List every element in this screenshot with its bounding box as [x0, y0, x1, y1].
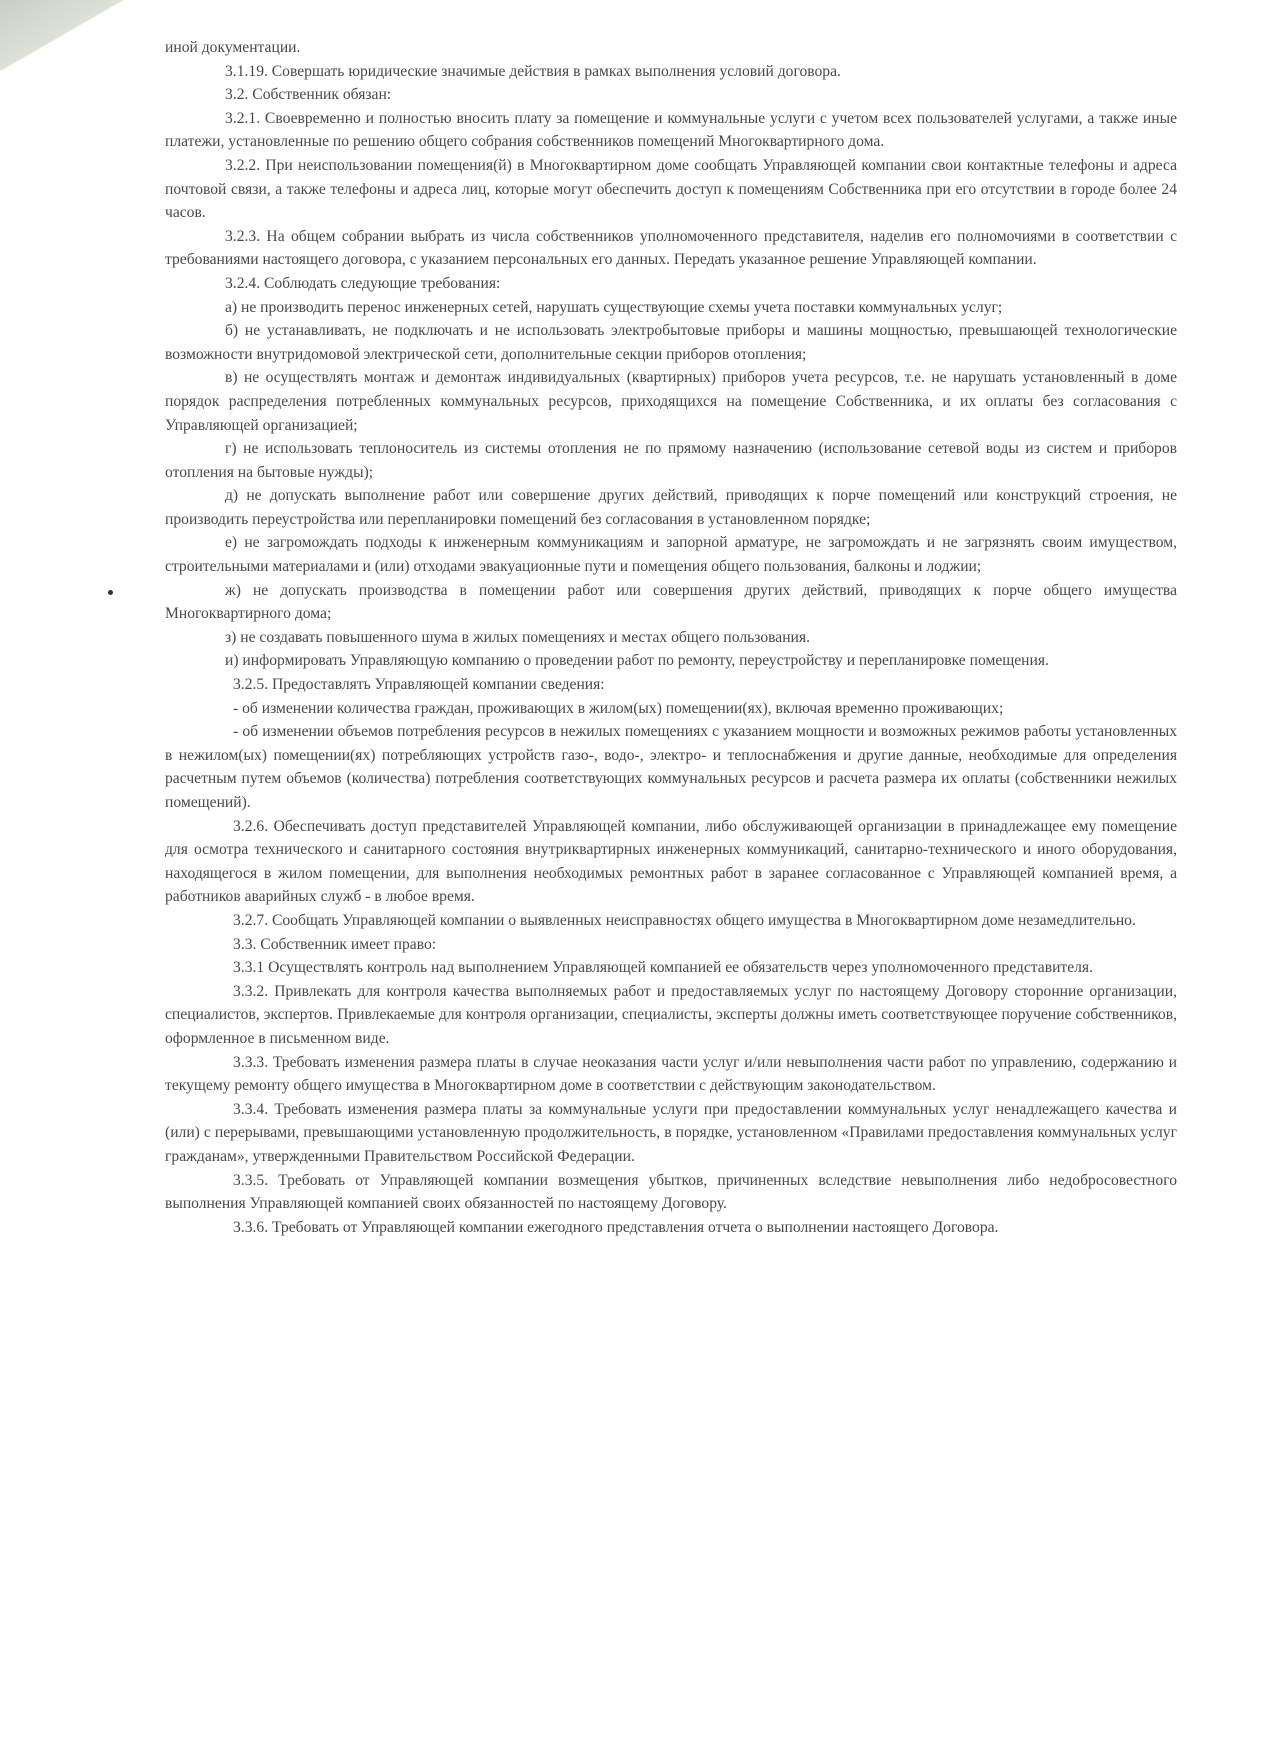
list-item: д) не допускать выполнение работ или совершение других действий, приводящих к порче помещений или конструкций строения, не производить переустройства или перепланировки помещений без согласования в установленном порядке;: [165, 487, 1177, 528]
paragraph: 3.2.5. Предоставлять Управляющей компании сведения:: [233, 676, 605, 694]
paragraph: 3.3.2. Привлекать для контроля качества выполняемых работ и предоставляемых услуг по настоящему Договору сторонние организации, специалистов, экспертов. Привлекаемые для контроля организации, специалисты, эксперты должны иметь соответствующее поручение собственников, оформленное в письменном виде.: [165, 982, 1177, 1047]
paragraph: 3.2.3. На общем собрании выбрать из числа собственников уполномоченного представителя, наделив его полномочиями в соответствии с требованиями настоящего договора, с указанием персональных его данных. Передать указанное решение Управляющей компании.: [165, 227, 1177, 269]
paragraph: 3.2.1. Своевременно и полностью вносить плату за помещение и коммунальные услуги с учетом всех пользователей услугами, а также иные платежи, установленные по решению общего собрания собственников помещений Многоквартирного дома.: [165, 109, 1177, 151]
paragraph: 3.3.3. Требовать изменения размера платы в случае неоказания части услуг и/или невыполнения части работ по управлению, содержанию и текущему ремонту общего имущества в Многоквартирном доме в соответствии с действующим законодательством.: [165, 1053, 1177, 1095]
document-page: [165, 36, 1177, 1239]
paragraph: 3.3.5. Требовать от Управляющей компании возмещения убытков, причиненных вследствие невыполнения либо недобросовестного выполнения Управляющей компанией своих обязанностей по настоящему Договору.: [165, 1171, 1177, 1213]
list-item: и) информировать Управляющую компанию о проведении работ по ремонту, переустройству и перепланировке помещения.: [225, 652, 1049, 670]
paragraph: 3.3.6. Требовать от Управляющей компании ежегодного представления отчета о выполнении настоящего Договора.: [233, 1218, 999, 1236]
section-heading: 3.3. Собственник имеет право:: [233, 935, 437, 953]
paragraph: 3.3.1 Осуществлять контроль над выполнением Управляющей компанией ее обязательств через уполномоченного представителя.: [233, 959, 1093, 977]
list-item: б) не устанавливать, не подключать и не использовать электробытовые приборы и машины мощностью, превышающей технологические возможности внутридомовой электрической сети, дополнительные секции приборов отопления;: [165, 322, 1177, 363]
section-heading: 3.2. Собственник обязан:: [225, 86, 392, 104]
paragraph: 3.3.4. Требовать изменения размера платы за коммунальные услуги при предоставлении коммунальных услуг ненадлежащего качества и (или) с перерывами, превышающими установленную продолжительность, в порядке, установленном «Правилами предоставления коммунальных услуг гражданам», утвержденными Правительством Российской Федерации.: [165, 1100, 1177, 1165]
list-item: а) не производить перенос инженерных сетей, нарушать существующие схемы учета поставки коммунальных услуг;: [225, 298, 1003, 316]
list-item: е) не загромождать подходы к инженерным коммуникациям и запорной арматуре, не загромождать и не загрязнять своим имуществом, строительными материалами и (или) отходами эвакуационные пути и помещения общего пользования, балконы и лоджии;: [165, 534, 1177, 576]
paragraph: 3.2.4. Соблюдать следующие требования:: [225, 274, 501, 292]
paragraph: иной документации.: [165, 39, 301, 56]
list-item: в) не осуществлять монтаж и демонтаж индивидуальных (квартирных) приборов учета ресурсов, т.е. не нарушать установленный в доме порядок распределения потребленных коммунальных ресурсов, приходящихся на помещение Собственника, и их оплаты без согласования с Управляющей организацией;: [165, 369, 1177, 434]
list-item: з) не создавать повышенного шума в жилых помещениях и местах общего пользования.: [225, 628, 810, 646]
scan-corner-shadow: [0, 0, 150, 70]
list-item: - об изменении объемов потребления ресурсов в нежилых помещениях с указанием мощности и возможных режимов работы установленных в нежилом(ых) помещении(ях) потребляющих устройств газо-, водо-, электро- и теплоснабжения и другие данные, необходимые для определения расчетным путем объемов (количества) потребления соответствующих коммунальных ресурсов и расчета размера их оплаты (собственники нежилых помещений).: [165, 723, 1177, 811]
paragraph: 3.2.7. Сообщать Управляющей компании о выявленных неисправностях общего имущества в Многоквартирном доме незамедлительно.: [233, 911, 1136, 929]
scan-speck: [108, 590, 113, 595]
paragraph: 3.1.19. Совершать юридические значимые действия в рамках выполнения условий договора.: [225, 62, 841, 80]
list-item: ж) не допускать производства в помещении работ или совершения других действий, приводящих к порче общего имущества Многоквартирного дома;: [165, 581, 1177, 623]
list-item: - об изменении количества граждан, проживающих в жилом(ых) помещении(ях), включая временно проживающих;: [233, 699, 1004, 717]
list-item: г) не использовать теплоноситель из системы отопления не по прямому назначению (использование сетевой воды из систем и приборов отопления на бытовые нужды);: [165, 440, 1177, 481]
paragraph: 3.2.6. Обеспечивать доступ представителей Управляющей компании, либо обслуживающей организации в принадлежащее ему помещение для осмотра технического и санитарного состояния внутриквартирных инженерных коммуникаций, санитарно-технического и иного оборудования, находящегося в жилом помещении, для выполнения необходимых ремонтных работ в заранее согласованное с Управляющей компанией время, а работников аварийных служб - в любое время.: [165, 817, 1177, 906]
paragraph: 3.2.2. При неиспользовании помещения(й) в Многоквартирном доме сообщать Управляющей компании свои контактные телефоны и адреса почтовой связи, а также телефоны и адреса лиц, которые могут обеспечить доступ к помещениям Собственника при его отсутствии в городе более 24 часов.: [165, 156, 1177, 222]
